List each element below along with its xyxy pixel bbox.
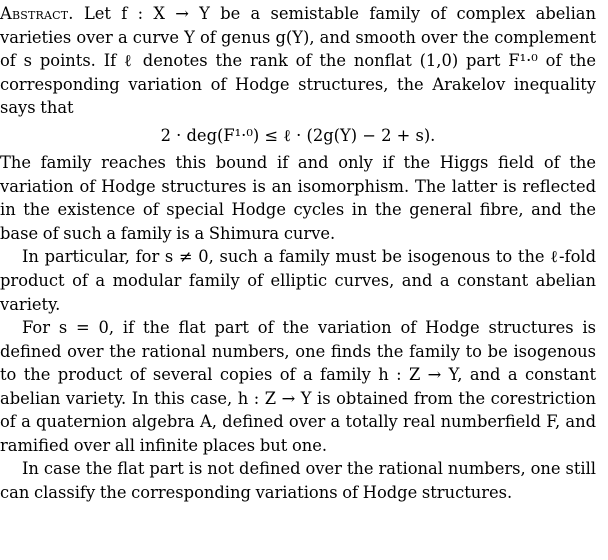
arakelov-inequality: 2 · deg(F¹·⁰) ≤ ℓ · (2g(Y) − 2 + s). bbox=[160, 125, 436, 145]
abstract-paragraph-1 bbox=[0, 2, 596, 120]
abstract-paragraph-2: The family reaches this bound if and only if the Higgs field of the variation of Hodge structures is an isomorphism. The latter is reflected in the existence of special Hodge cycles in the general fibre, and the base of such a family is a Shimura curve. bbox=[0, 153, 596, 243]
abstract-paragraph-4: For s = 0, if the flat part of the variation of Hodge structures is defined over the rational numbers, one finds the family to be isogenous to the product of several copies of a family h : Z → Y, and a constant abelian variety. In this case, h : Z → Y is obtained from the corestriction of a quaternion algebra A, defined over a totally real numberfield F, and ramified over all infinite places but one. bbox=[0, 318, 596, 455]
abstract-paragraph-5: In case the flat part is not defined over the rational numbers, one still can classify the corresponding variations of Hodge structures. bbox=[0, 459, 596, 502]
abstract-paragraph-3: In particular, for s ≠ 0, such a family must be isogenous to the ℓ-fold product of a modular family of elliptic curves, and a constant abelian variety. bbox=[0, 247, 596, 314]
abstract-paragraph-1-text: Let f : X → Y be a semistable family of complex abelian varieties over a curve Y of genus g(Y), and smooth over the complement of s points. If ℓ denotes the rank of the nonflat (1,0) part F¹·⁰ of the corresponding variation of Hodge structures, the Arakelov inequality says that bbox=[0, 4, 596, 118]
abstract-label: Abstract. bbox=[0, 4, 74, 23]
